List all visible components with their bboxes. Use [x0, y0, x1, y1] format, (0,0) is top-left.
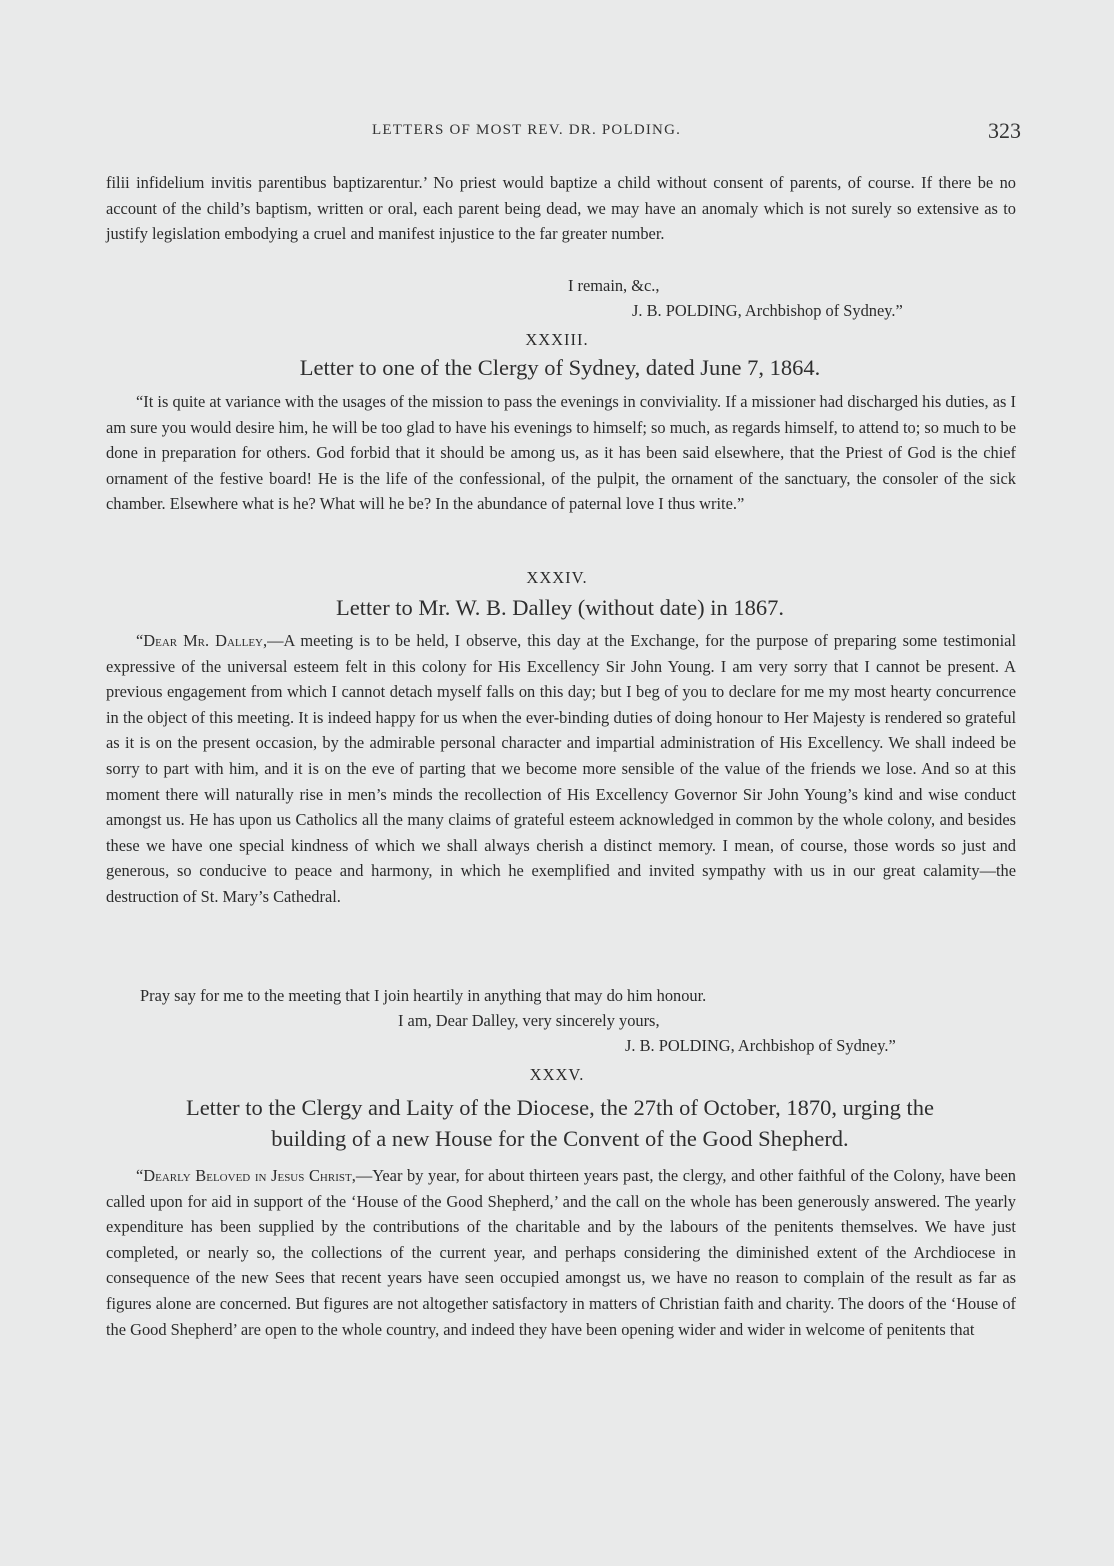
letter-xxxiii-title: Letter to one of the Clergy of Sydney, dated June 7, 1864.	[299, 355, 821, 380]
letter-xxxiii-body	[106, 389, 1016, 517]
letter-xxxiv-postscript: Pray say for me to the meeting that I join heartily in anything that may do him honour.	[140, 986, 707, 1005]
letter-xxxv-text: —Year by year, for about thirteen years past, the clergy, and other faithful of the Colony, have been called upon for aid in support of the ‘House of the Good Shepherd,’ and the call on the whole has been generously answered. The yearly expenditure has been supplied by the contributions of the charitable and by the labours of the penitents themselves. We have just completed, or nearly so, the collections of the current year, and perhaps considering the diminished extent of the Archdiocese in consequence of the new Sees that recent years have seen occupied amongst us, we have no reason to complain of the result as far as figures alone are concerned. But figures are not altogether satisfactory in matters of Christian faith and charity. The doors of the ‘House of the Good Shepherd’ are open to the whole country, and indeed they have been opening wider and wider in welcome of penitents that	[106, 1166, 1016, 1339]
letter-xxxiv-title: Letter to Mr. W. B. Dalley (without date) in 1867.	[335, 595, 785, 620]
letter-xxxiii-text: “It is quite at variance with the usages of the mission to pass the evenings in conviviality. If a missioner had discharged his duties, as I am sure you would desire him, he will be too glad to have his evenings to himself; so much, as regards himself, to attend to; so much to be done in preparation for others. God forbid that it should be among us, as it has been said elsewhere, that the Priest of God is the chief ornament of the festive board! He is the life of the confessional, of the pulpit, the ornament of the sanctuary, the consoler of the sick chamber. Elsewhere what is he? What will he be? In the abundance of paternal love I thus write.”	[106, 392, 1016, 514]
section-numeral-xxxiii: XXXIII.	[525, 330, 589, 349]
running-head: LETTERS OF MOST REV. DR. POLDING.	[372, 122, 682, 138]
letter-xxxiv-closing: I am, Dear Dalley, very sincerely yours,	[398, 1011, 660, 1030]
previous-letter-signature: J. B. POLDING, Archbishop of Sydney.”	[632, 301, 903, 320]
previous-letter-body: filii infidelium invitis parentibus baptizarentur.’ No priest would baptize a child without consent of parents, of course. If there be no account of the child’s baptism, written or oral, each parent being dead, we may have an anomaly which is not surely so extensive as to justify legislation embodying a cruel and manifest injustice to the far greater number.	[106, 173, 1016, 244]
letter-xxxiv-signature: J. B. POLDING, Archbishop of Sydney.”	[625, 1036, 896, 1055]
letter-xxxiv-text: —A meeting is to be held, I observe, this day at the Exchange, for the purpose of preparing some testimonial expressive of the universal esteem felt in this colony for His Excellency Sir John Young. I am very sorry that I cannot be present. A previous engagement from which I cannot detach myself falls on this day; but I beg of you to declare for me my most hearty concurrence in the object of this meeting. It is indeed happy for us when the ever-binding duties of doing honour to Her Majesty is rendered so grateful as it is on the present occasion, by the admirable personal character and impartial administration of His Excellency. We shall indeed be sorry to part with him, and it is on the eve of parting that we become more sensible of the value of the friends we lose. And so at this moment there will naturally rise in men’s minds the recollection of His Excellency Governor Sir John Young’s kind and wise conduct amongst us. He has upon us Catholics all the many claims of grateful esteem acknowledged in common by the whole colony, and besides these we have one special kindness of which we shall always cherish a distinct memory. I mean, of course, those words so just and generous, so conducive to peace and harmony, in which he exemplified and invited sympathy with us in our great calamity—the destruction of St. Mary’s Cathedral.	[106, 631, 1017, 906]
previous-letter-closing: I remain, &c.,	[568, 276, 660, 295]
page-header	[0, 118, 1114, 148]
letter-xxxv-title-line1: Letter to the Clergy and Laity of the Diocese, the 27th of October, 1870, urging the	[185, 1095, 935, 1120]
letter-xxxv-title-line2: building of a new House for the Convent of the Good Shepherd.	[271, 1126, 849, 1151]
letter-xxxv-salutation: “Dearly Beloved in Jesus Christ,	[136, 1166, 356, 1185]
page-number: 323	[988, 118, 1021, 143]
section-numeral-xxxv: XXXV.	[529, 1065, 585, 1084]
letter-xxxv-body	[106, 1163, 1016, 1342]
letter-xxxiv-salutation: “Dear Mr. Dalley,	[136, 631, 268, 650]
section-numeral-xxxiv: XXXIV.	[526, 568, 588, 587]
letter-xxxiv-body	[106, 628, 1016, 910]
